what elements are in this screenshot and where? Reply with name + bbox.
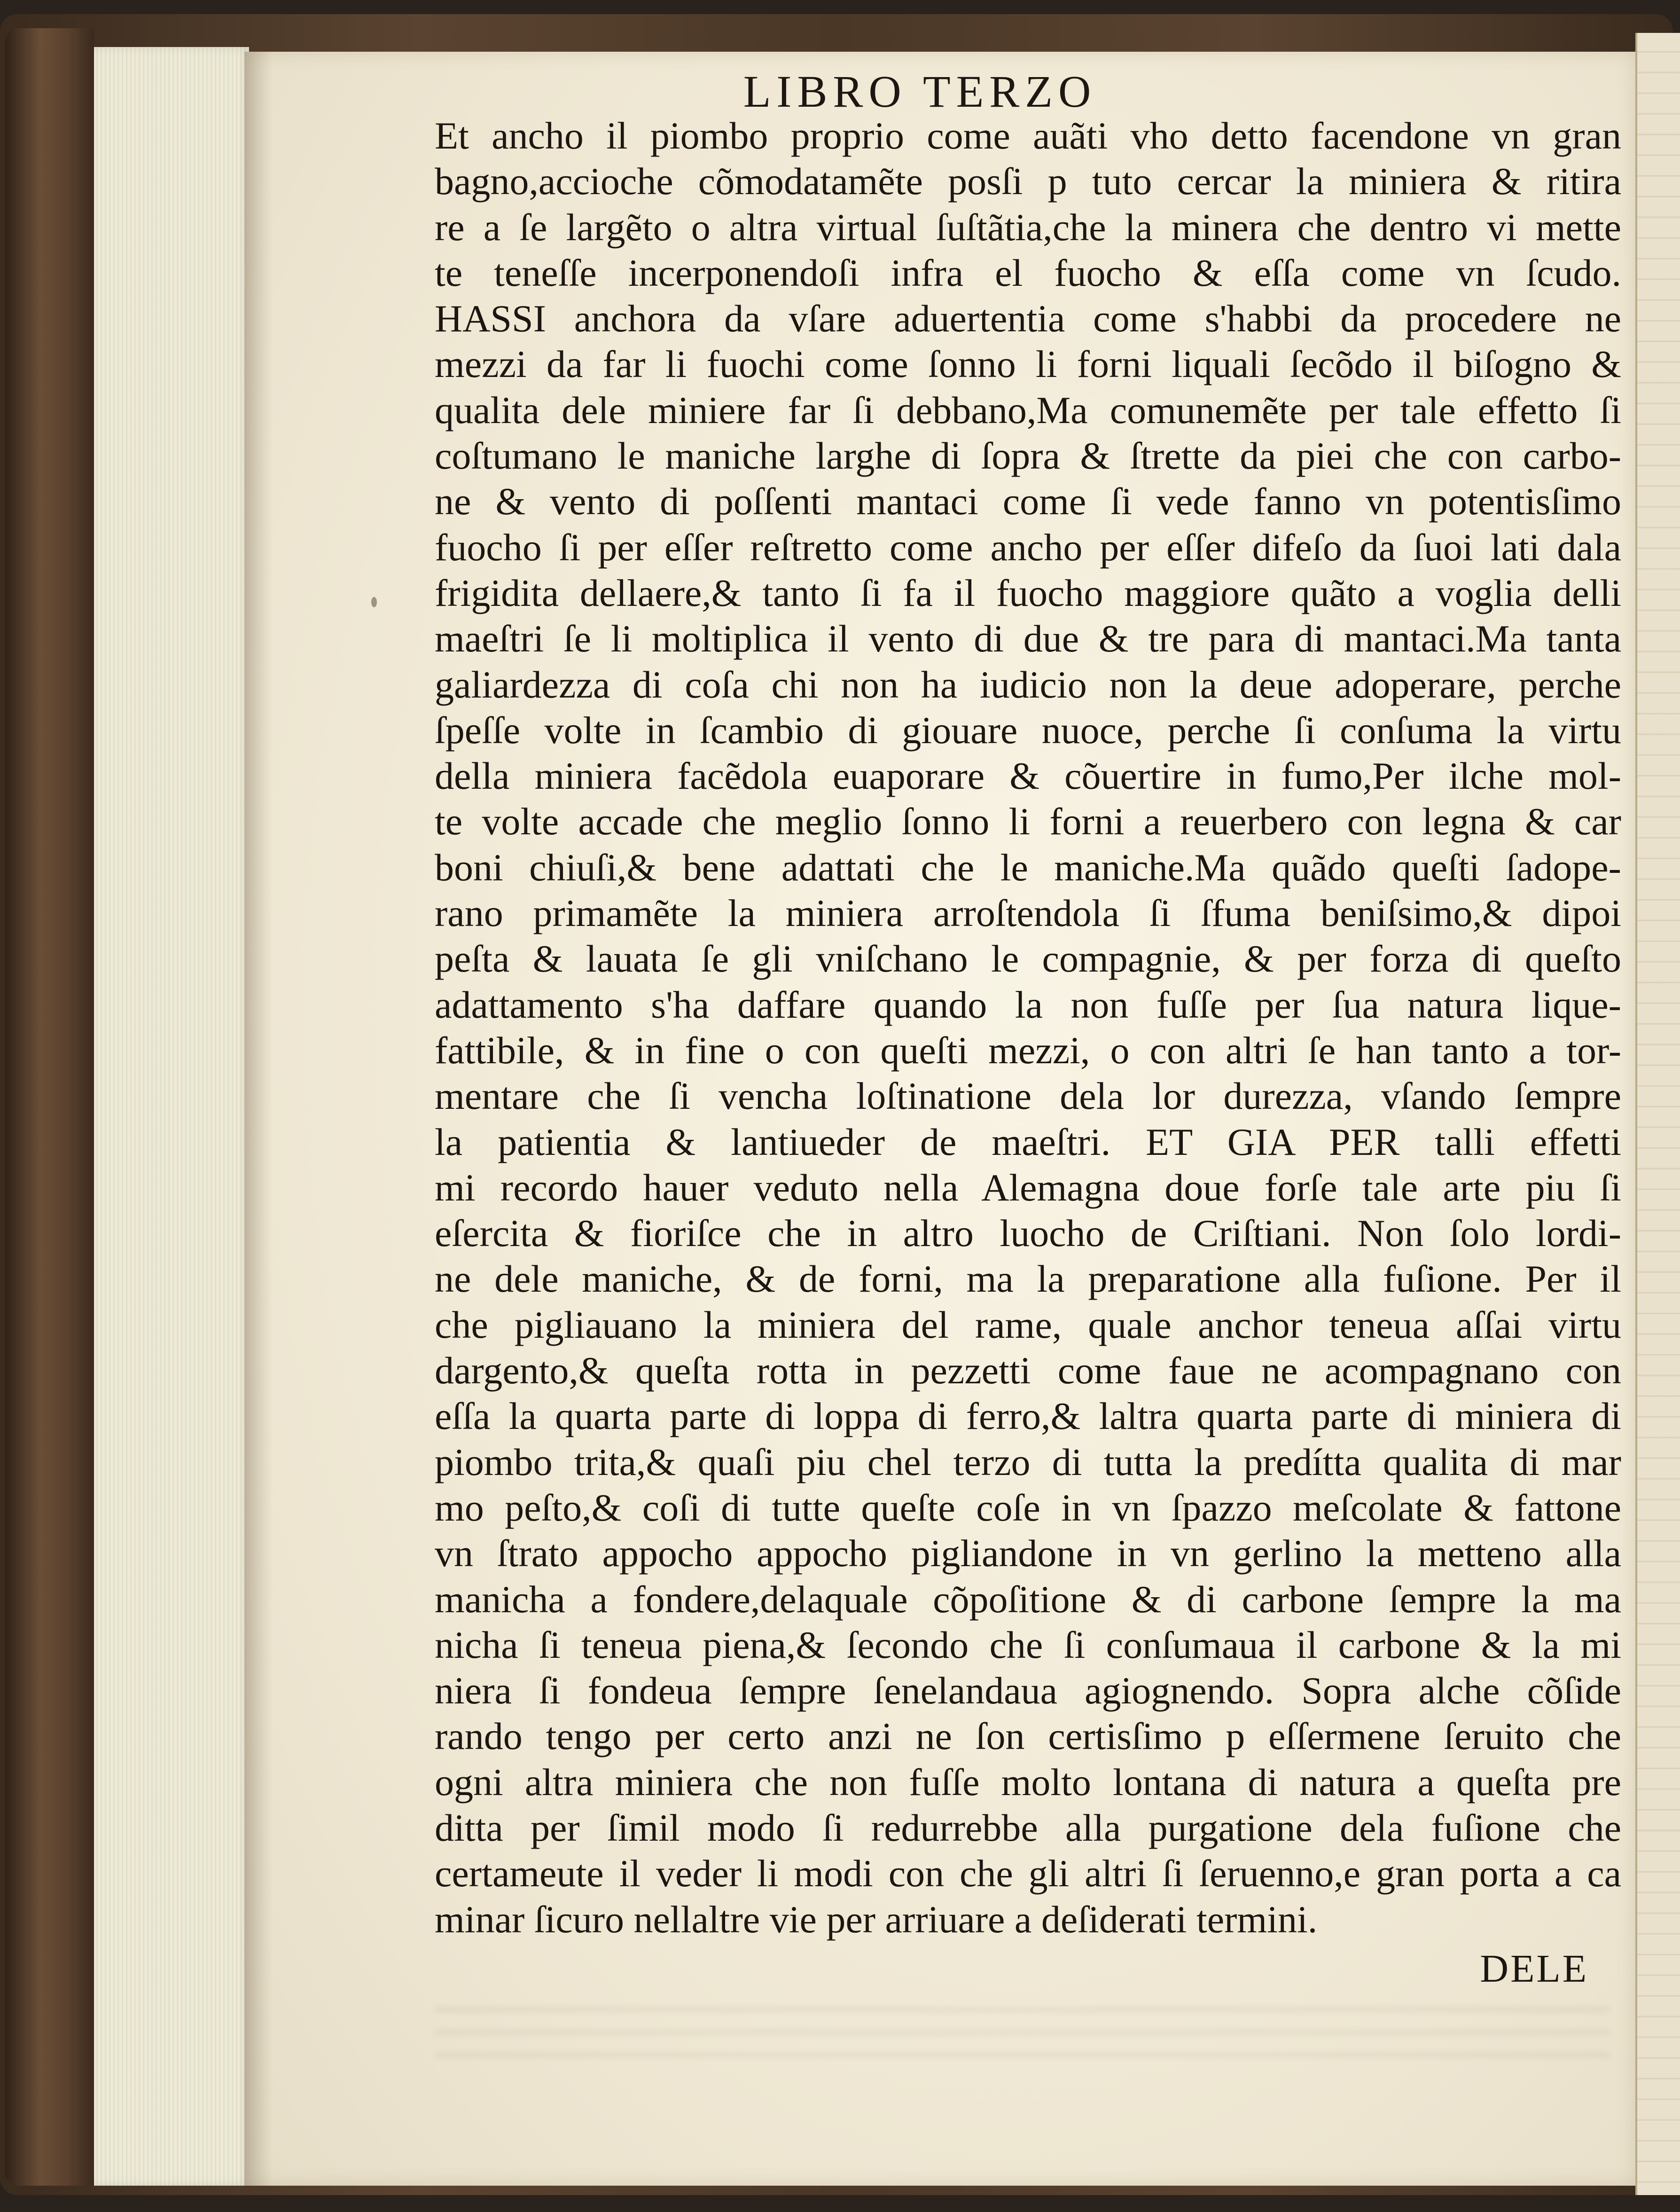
- text-line: rando tengo per certo anzi ne ſon certisſimo p eſſermene ſeruito che: [435, 1715, 1621, 1758]
- text-line: mi recordo hauer veduto nella Alemagna doue forſe tale arte piu ſi: [435, 1166, 1621, 1209]
- body-text: [435, 113, 1621, 1946]
- text-line: manicha a fondere,delaquale cõpoſitione & di carbone ſempre la ma: [435, 1577, 1621, 1621]
- text-line: te volte accade che meglio ſonno li forni a reuerbero con legna & car: [435, 800, 1621, 843]
- text-line: certameute il veder li modi con che gli altri ſi ſeruenno,e gran porta a ca: [435, 1852, 1621, 1895]
- text-line: te teneſſe incerponendoſi infra el fuocho & eſſa come vn ſcudo.: [435, 251, 1621, 294]
- text-line: maeſtri ſe li moltiplica il vento di due & tre para di mantaci.Ma tanta: [435, 617, 1621, 660]
- text-line: fattibile, & in fine o con queſti mezzi, o con altri ſe han tanto a tor-: [435, 1028, 1621, 1072]
- text-line: niera ſi fondeua ſempre ſenelandaua agiognendo. Sopra alche cõſide: [435, 1669, 1621, 1712]
- text-line: coſtumano le maniche larghe di ſopra & ſtrette da piei che con carbo-: [435, 434, 1621, 478]
- book-spine: [5, 28, 94, 2186]
- gutter-shadow: [244, 52, 273, 2186]
- running-head: LIBRO TERZO: [743, 66, 1097, 117]
- text-line: eſercita & fioriſce che in altro luocho de Criſtiani. Non ſolo lordi-: [435, 1212, 1621, 1255]
- text-line: Et ancho il piombo proprio come auãti vho detto facendone vn gran: [435, 114, 1621, 157]
- text-line: fuocho ſi per eſſer reſtretto come ancho per eſſer difeſo da ſuoi lati dala: [435, 526, 1621, 569]
- text-line: dargento,& queſta rotta in pezzetti come faue ne acompagnano con: [435, 1349, 1621, 1392]
- text-line: mentare che ſi vencha loſtinatione dela lor durezza, vſando ſempre: [435, 1075, 1621, 1118]
- text-line: piombo trita,& quaſi piu chel terzo di tutta la predítta qualita di mar: [435, 1440, 1621, 1483]
- text-line: ſpeſſe volte in ſcambio di giouare nuoce, perche ſi conſuma la virtu: [435, 708, 1621, 752]
- text-line: qualita dele miniere far ſi debbano,Ma comunemẽte per tale effetto ſi: [435, 388, 1621, 431]
- text-line: bagno,accioche cõmodatamẽte posſi p tuto cercar la miniera & ritira: [435, 160, 1621, 203]
- text-line: frigidita dellaere,& tanto ſi fa il fuocho maggiore quãto a voglia delli: [435, 571, 1621, 614]
- text-line: re a ſe largẽto o altra virtual ſuſtãtia,che la minera che dentro vi mette: [435, 205, 1621, 249]
- text-line: minar ſicuro nellaltre vie per arriuare a deſiderati termini.: [435, 1898, 1318, 1941]
- text-line: della miniera facẽdola euaporare & cõuertire in fumo,Per ilche mol-: [435, 754, 1621, 798]
- right-page-edge: [1635, 33, 1680, 2195]
- text-line: boni chiuſi,& bene adattati che le maniche.Ma quãdo queſti ſadope-: [435, 846, 1621, 889]
- text-line: ditta per ſimil modo ſi redurrebbe alla purgatione dela fuſione che: [435, 1806, 1621, 1849]
- text-line: mo peſto,& coſi di tutte queſte coſe in vn ſpazzo meſcolate & fattone: [435, 1486, 1621, 1529]
- text-line: ne & vento di poſſenti mantaci come ſi vede fanno vn potentisſimo: [435, 480, 1621, 523]
- text-line: eſſa la quarta parte di loppa di ferro,& laltra quarta parte di miniera di: [435, 1395, 1621, 1438]
- page-edges: [94, 47, 249, 2186]
- catchword: DELE: [1480, 1947, 1588, 1991]
- text-line: peſta & lauata ſe gli vniſchano le compagnie, & per forza di queſto: [435, 937, 1621, 980]
- text-line: galiardezza di coſa chi non ha iudicio non la deue adoperare, perche: [435, 663, 1621, 706]
- text-line: ogni altra miniera che non fuſſe molto lontana di natura a queſta pre: [435, 1760, 1621, 1804]
- show-through-text: [435, 2007, 1610, 2073]
- text-line: che pigliauano la miniera del rame, quale anchor teneua aſſai virtu: [435, 1303, 1621, 1346]
- text-line: ne dele maniche, & de forni, ma la preparatione alla fuſione. Per il: [435, 1257, 1621, 1301]
- text-line: adattamento s'ha daffare quando la non fuſſe per ſua natura lique-: [435, 983, 1621, 1026]
- margin-spot: [371, 597, 377, 607]
- text-line: rano primamẽte la miniera arroſtendola ſi ſfuma beniſsimo,& dipoi: [435, 892, 1621, 935]
- text-line: mezzi da far li fuochi come ſonno li forni liquali ſecõdo il biſogno &: [435, 343, 1621, 386]
- text-line: vn ſtrato appocho appocho pigliandone in vn gerlino la metteno alla: [435, 1532, 1621, 1575]
- text-line: la patientia & lantiueder de maeſtri. ET GIA PER talli effetti: [435, 1120, 1621, 1163]
- text-line: HASSI anchora da vſare aduertentia come s'habbi da procedere ne: [435, 297, 1621, 340]
- text-line: nicha ſi teneua piena,& ſecondo che ſi conſumaua il carbone & la mi: [435, 1623, 1621, 1666]
